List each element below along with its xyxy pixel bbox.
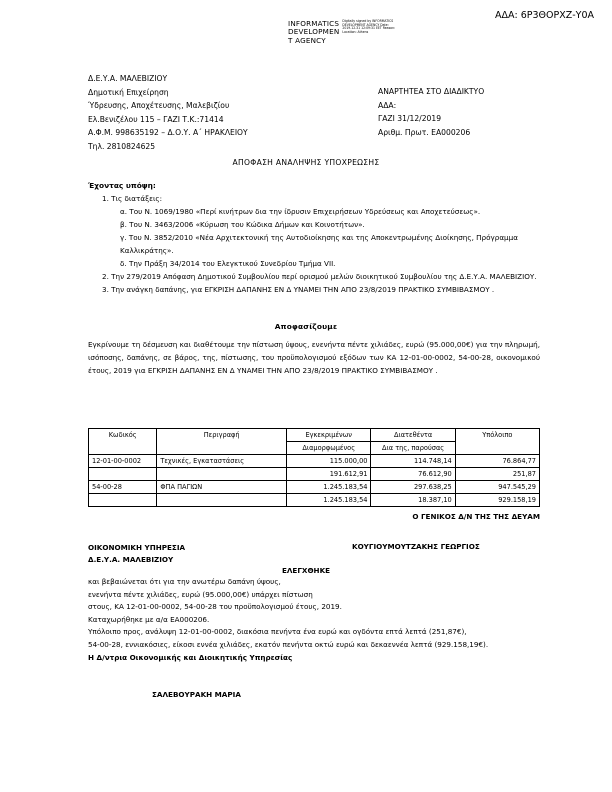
decision-heading: Αποφασίζουμε xyxy=(274,322,338,331)
table-row xyxy=(89,494,540,507)
certification-signer-title: Η Δ/ντρια Οικονομικής και Διοικητικής Υπηρεσίας xyxy=(88,652,293,662)
legal-basis-list xyxy=(88,192,538,296)
th-description: Περιγραφή xyxy=(157,429,287,455)
cell-approved: 1.245.183,54 xyxy=(286,494,371,507)
th-approved-sub: Διαμορφωμένος xyxy=(286,442,371,455)
table-row xyxy=(89,481,540,494)
document-title: ΑΠΟΦΑΣΗ ΑΝΑΛΗΨΗΣ ΥΠΟΧΡΕΩΣΗΣ xyxy=(232,158,380,167)
cell-available: 18.387,10 xyxy=(371,494,455,507)
stamp-agency-name xyxy=(288,20,339,45)
list-item: 1. Τις διατάξεις: xyxy=(102,194,163,203)
list-item: β. Του Ν. 3463/2006 «Κύρωση του Κώδικα Δήμων και Κοινοτήτων». xyxy=(120,220,365,229)
stamp-line-2: DEVELOPMEN xyxy=(288,27,340,37)
cell-approved: 115.000,00 xyxy=(286,455,371,468)
table-row xyxy=(89,468,540,481)
th-balance: Υπόλοιπο xyxy=(455,429,539,455)
list-item: 2. Την 279/2019 Απόφαση Δημοτικού Συμβουλίου περί ορισμού μελών διοικητικού Συμβουλίου της Δ.Ε.Υ.Α. ΜΑΛΕΒΙΖΙΟΥ. xyxy=(102,272,537,281)
finance-department-block xyxy=(88,542,185,565)
table-header-row xyxy=(89,429,540,442)
table-row xyxy=(89,455,540,468)
finance-dept-line: ΟΙΚΟΝΟΜΙΚΗ ΥΠΗΡΕΣΙΑ xyxy=(88,543,186,552)
th-available-sub: Δια της, παρούσας xyxy=(371,442,455,455)
cell-balance: 251,87 xyxy=(455,468,539,481)
list-item: α. Του Ν. 1069/1980 «Περί κινήτρων δια την ίδρυσιν Επιχειρήσεων Υδρεύσεως και Αποχετεύσεως». xyxy=(120,207,481,216)
decision-body: Εγκρίνουμε τη δέσμευση και διαθέτουμε την πίστωση ύψους, ενενήντα πέντε χιλιάδες, ευρώ (95.000,00€) για την πληρωμή, ισόποσης, δαπάνης, σε βάρος, της, πίστωσης, του προϋπολογισμού εξόδων των ΚΑ 12-01-00-0002, 54-00-28, οικονομικού έτους, 2019 για ΕΓΚΡΙΣΗ ΔΑΠΑΝΗΣ ΕΝ Δ ΥΝΑΜΕΙ ΤΗΝ ΑΠΟ 23/8/2019 ΠΡΑΚΤΙΚΟ ΣΥΜΒΙΒΑΣΜΟΥ . xyxy=(88,340,540,375)
cell-balance: 76.864,77 xyxy=(455,455,539,468)
certification-line: Υπόλοιπο προς, ανάλυψη 12-01-00-0002, διακόσια πενήντα ένα ευρώ και ογδόντα επτά λεπτά (251,87€), xyxy=(88,627,467,637)
cell-available: 297.638,25 xyxy=(371,481,455,494)
cell-code: 54-00-28 xyxy=(89,481,157,494)
cell-description xyxy=(157,468,287,481)
cell-description: ΦΠΑ ΠΑΓΙΩΝ xyxy=(157,481,287,494)
protocol-number: Αριθμ. Πρωτ. ΕΑ000206 xyxy=(378,127,471,137)
budget-table xyxy=(88,428,540,507)
cell-code xyxy=(89,468,157,481)
general-manager-label: Ο ΓΕΝΙΚΟΣ Δ/Ν ΤΗΣ ΤΗΣ ΔΕΥΑΜ xyxy=(412,512,540,521)
cell-code: 12-01-00-0002 xyxy=(89,455,157,468)
cell-balance: 947.545,29 xyxy=(455,481,539,494)
digital-signature-stamp xyxy=(288,20,418,45)
preamble-label: Έχοντας υπόψη: xyxy=(88,181,156,190)
cell-approved: 1.245.183,54 xyxy=(286,481,371,494)
certification-line: 54-00-28, εννιακόσιες, είκοσι εννέα χιλιάδες, εκατόν πενήντα οκτώ ευρώ και δεκαεννέα λεπτά (929.158,19€). xyxy=(88,639,489,649)
cell-description xyxy=(157,494,287,507)
cell-available: 76.612,90 xyxy=(371,468,455,481)
place-date: ΓΑΖΙ 31/12/2019 xyxy=(378,114,442,124)
sender-line: Ελ.Βενιζέλου 115 – ΓΑΖΙ Τ.Κ.:71414 xyxy=(88,114,224,124)
cell-code xyxy=(89,494,157,507)
checked-label: ΕΛΕΓΧΘΗΚΕ xyxy=(281,566,331,575)
certification-line: Καταχωρήθηκε με α/α ΕΑ000206. xyxy=(88,614,210,624)
publication-note: ΑΝΑΡΤΗΤΕΑ ΣΤΟ ΔΙΑΔΙΚΤΥΟ xyxy=(378,87,485,96)
general-manager-name: ΚΟΥΓΙΟΥΜΟΥΤΖΑΚΗΣ ΓΕΩΡΓΙΟΣ xyxy=(352,542,480,551)
list-item: 3. Την ανάγκη δαπάνης, για ΕΓΚΡΙΣΗ ΔΑΠΑΝΗΣ ΕΝ Δ ΥΝΑΜΕΙ ΤΗΝ ΑΠΟ 23/8/2019 ΠΡΑΚΤΙΚΟ ΣΥΜΒΙΒΑΣΜΟΥ . xyxy=(102,285,495,294)
th-approved: Εγκεκριμένων xyxy=(286,429,371,442)
cell-approved: 191.612,91 xyxy=(286,468,371,481)
list-item: γ. Του Ν. 3852/2010 «Νέα Αρχιτεκτονική της Αυτοδιοίκησης και της Αποκεντρωμένης Διοίκησης, Πρόγραμμα Καλλικράτης». xyxy=(120,233,518,255)
signature-name: ΣΑΛΕΒΟΥΡΑΚΗ ΜΑΡΙΑ xyxy=(152,690,241,699)
th-code: Κωδικός xyxy=(89,429,157,455)
certification-body xyxy=(88,576,540,664)
certification-line: και βεβαιώνεται ότι για την ανωτέρω δαπάνη ύψους, xyxy=(88,577,281,586)
sender-line: Α.Φ.Μ. 998635192 – Δ.Ο.Υ. Α΄ ΗΡΑΚΛΕΙΟΥ xyxy=(88,128,248,138)
cell-available: 114.748,14 xyxy=(371,455,455,468)
sender-line: Ύδρευσης, Αποχέτευσης, Μαλεβιζίου xyxy=(88,101,230,111)
certification-line: στους, ΚΑ 12-01-00-0002, 54-00-28 του προϋπολογισμού έτους, 2019. xyxy=(88,602,342,612)
stamp-signature-details: Digitally signed by INFORMATICS DEVELOPMENT AGENCY Date: 2019.12.31 12:09:31 EET Reason: Location: Athens xyxy=(342,19,396,34)
certification-line: ενενήντα πέντε χιλιάδες, ευρώ (95.000,00€) υπάρχει πίστωση xyxy=(88,589,313,599)
sender-line: Δημοτική Επιχείρηση xyxy=(88,87,169,97)
protocol-block xyxy=(378,85,484,139)
stamp-line-3: T AGENCY xyxy=(288,35,326,45)
th-available: Διατεθέντα xyxy=(371,429,455,442)
sender-block xyxy=(88,72,248,154)
sender-line: Δ.Ε.Υ.Α. ΜΑΛΕΒΙΖΙΟΥ xyxy=(88,74,168,83)
sender-line: Τηλ. 2810824625 xyxy=(88,141,156,151)
finance-dept-line: Δ.Ε.Υ.Α. ΜΑΛΕΒΙΖΙΟΥ xyxy=(88,554,174,564)
ada-label: ΑΔΑ: xyxy=(378,100,397,110)
list-item: δ. Την Πράξη 34/2014 του Ελεγκτικού Συνεδρίου Τμήμα VII. xyxy=(120,259,336,268)
ada-code: ΑΔΑ: 6Ρ3ΘΟΡΧΖ-Υ0Α xyxy=(494,10,594,21)
cell-description: Τεχνικές, Εγκαταστάσεις xyxy=(157,455,287,468)
cell-balance: 929.158,19 xyxy=(455,494,539,507)
stamp-line-1: INFORMATICS xyxy=(288,19,340,28)
